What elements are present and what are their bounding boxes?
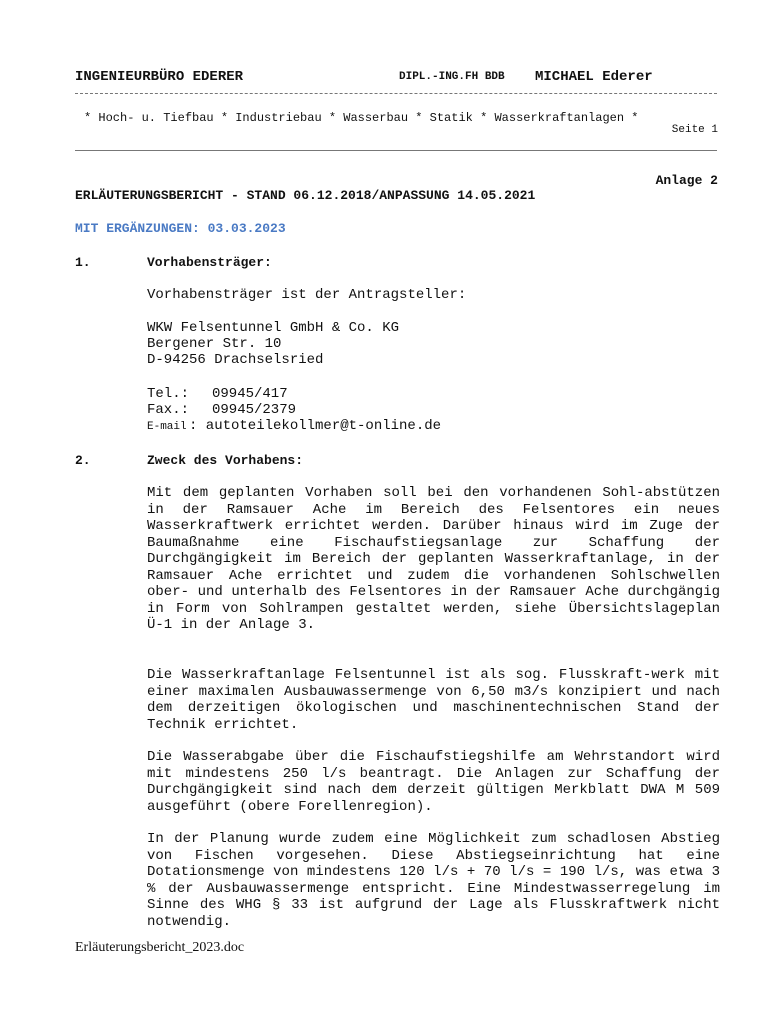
email-value[interactable]: : autoteilekollmer@t-online.de xyxy=(189,418,442,434)
paragraph-water-release xyxy=(147,749,720,815)
applicant-intro: Vorhabensträger ist der Antragsteller: xyxy=(147,287,467,303)
applicant-street: Bergener Str. 10 xyxy=(147,336,282,352)
page-number: Seite 1 xyxy=(671,124,718,136)
document-title: ERLÄUTERUNGSBERICHT - STAND 06.12.2018/ANPASSUNG 14.05.2021 xyxy=(75,188,536,203)
paragraph-fish-descent xyxy=(147,831,720,930)
header-divider-dashed xyxy=(75,93,717,94)
applicant-company: WKW Felsentunnel GmbH & Co. KG xyxy=(147,320,400,336)
footer-filename: Erläuterungsbericht_2023.doc xyxy=(75,940,245,955)
supplement-date: MIT ERGÄNZUNGEN: 03.03.2023 xyxy=(75,221,286,236)
annex-label: Anlage 2 xyxy=(655,173,718,188)
paragraph-water-release-text: Die Wasserabgabe über die Fischaufstiegshilfe am Wehrstandort wird mit mindestens 250 l/s beantragt. Die Anlagen zur Schaffung der Durchgängigkeit sind nach dem derzeit gültigen Merkblatt DWA M 509 ausgeführt (obere Forellenregion). xyxy=(147,749,720,815)
services-line: * Hoch- u. Tiefbau * Industriebau * Wasserbau * Statik * Wasserkraftanlagen * xyxy=(84,111,639,125)
section-1-heading: Vorhabensträger: xyxy=(147,255,272,270)
tel-value: 09945/417 xyxy=(212,386,288,402)
fax-label: Fax.: xyxy=(147,402,190,418)
paragraph-purpose-text: Mit dem geplanten Vorhaben soll bei den vorhandenen Sohl-abstützen in der Ramsauer Ache im Bereich des Felsentores ein neues Wasserkraftwerk errichtet werden. Darüber hinaus wird im Zuge der Baumaßnahme eine Fischaufstiegsanlage zur Schaffung der Durchgängigkeit im Bereich der geplanten Wasserkraftanlage, in der Ramsauer Ache errichtet und zudem die vorhandenen Sohlschwellen ober- und unterhalb des Felsentores in der Ramsauer Ache durchgängig in Form von Sohlrampen gestaltet werden, siehe Übersichtslageplan Ü-1 in der Anlage 3. xyxy=(147,485,720,633)
applicant-city: D-94256 Drachselsried xyxy=(147,352,324,368)
paragraph-purpose xyxy=(147,485,720,634)
header-divider-solid xyxy=(75,150,717,151)
paragraph-plant-text: Die Wasserkraftanlage Felsentunnel ist als sog. Flusskraft-werk mit einer maximalen Ausbauwassermenge von 6,50 m3/s konzipiert und nach dem derzeitigen ökologischen und maschinentechnischen Stand der Technik errichtet. xyxy=(147,667,720,733)
company-name: INGENIEURBÜRO EDERER xyxy=(75,69,244,85)
email-label: E-mail xyxy=(147,421,187,433)
engineer-name: MICHAEL Ederer xyxy=(535,69,653,85)
academic-title: DIPL.-ING.FH BDB xyxy=(399,71,505,83)
section-1-number: 1. xyxy=(75,255,91,270)
section-2-heading: Zweck des Vorhabens: xyxy=(147,453,304,468)
paragraph-fish-descent-text: In der Planung wurde zudem eine Möglichkeit zum schadlosen Abstieg von Fischen vorgesehen. Diese Abstiegseinrichtung hat eine Dotationsmenge von mindestens 120 l/s + 70 l/s = 190 l/s, was etwa 3 % der Ausbauwassermenge entspricht. Eine Mindestwasserregelung im Sinne des WHG § 33 ist aufgrund der Lage als Flusskraftwerk nicht notwendig. xyxy=(147,831,720,930)
fax-value: 09945/2379 xyxy=(212,402,297,418)
paragraph-plant xyxy=(147,667,720,733)
section-2-number: 2. xyxy=(75,453,91,468)
tel-label: Tel.: xyxy=(147,386,190,402)
